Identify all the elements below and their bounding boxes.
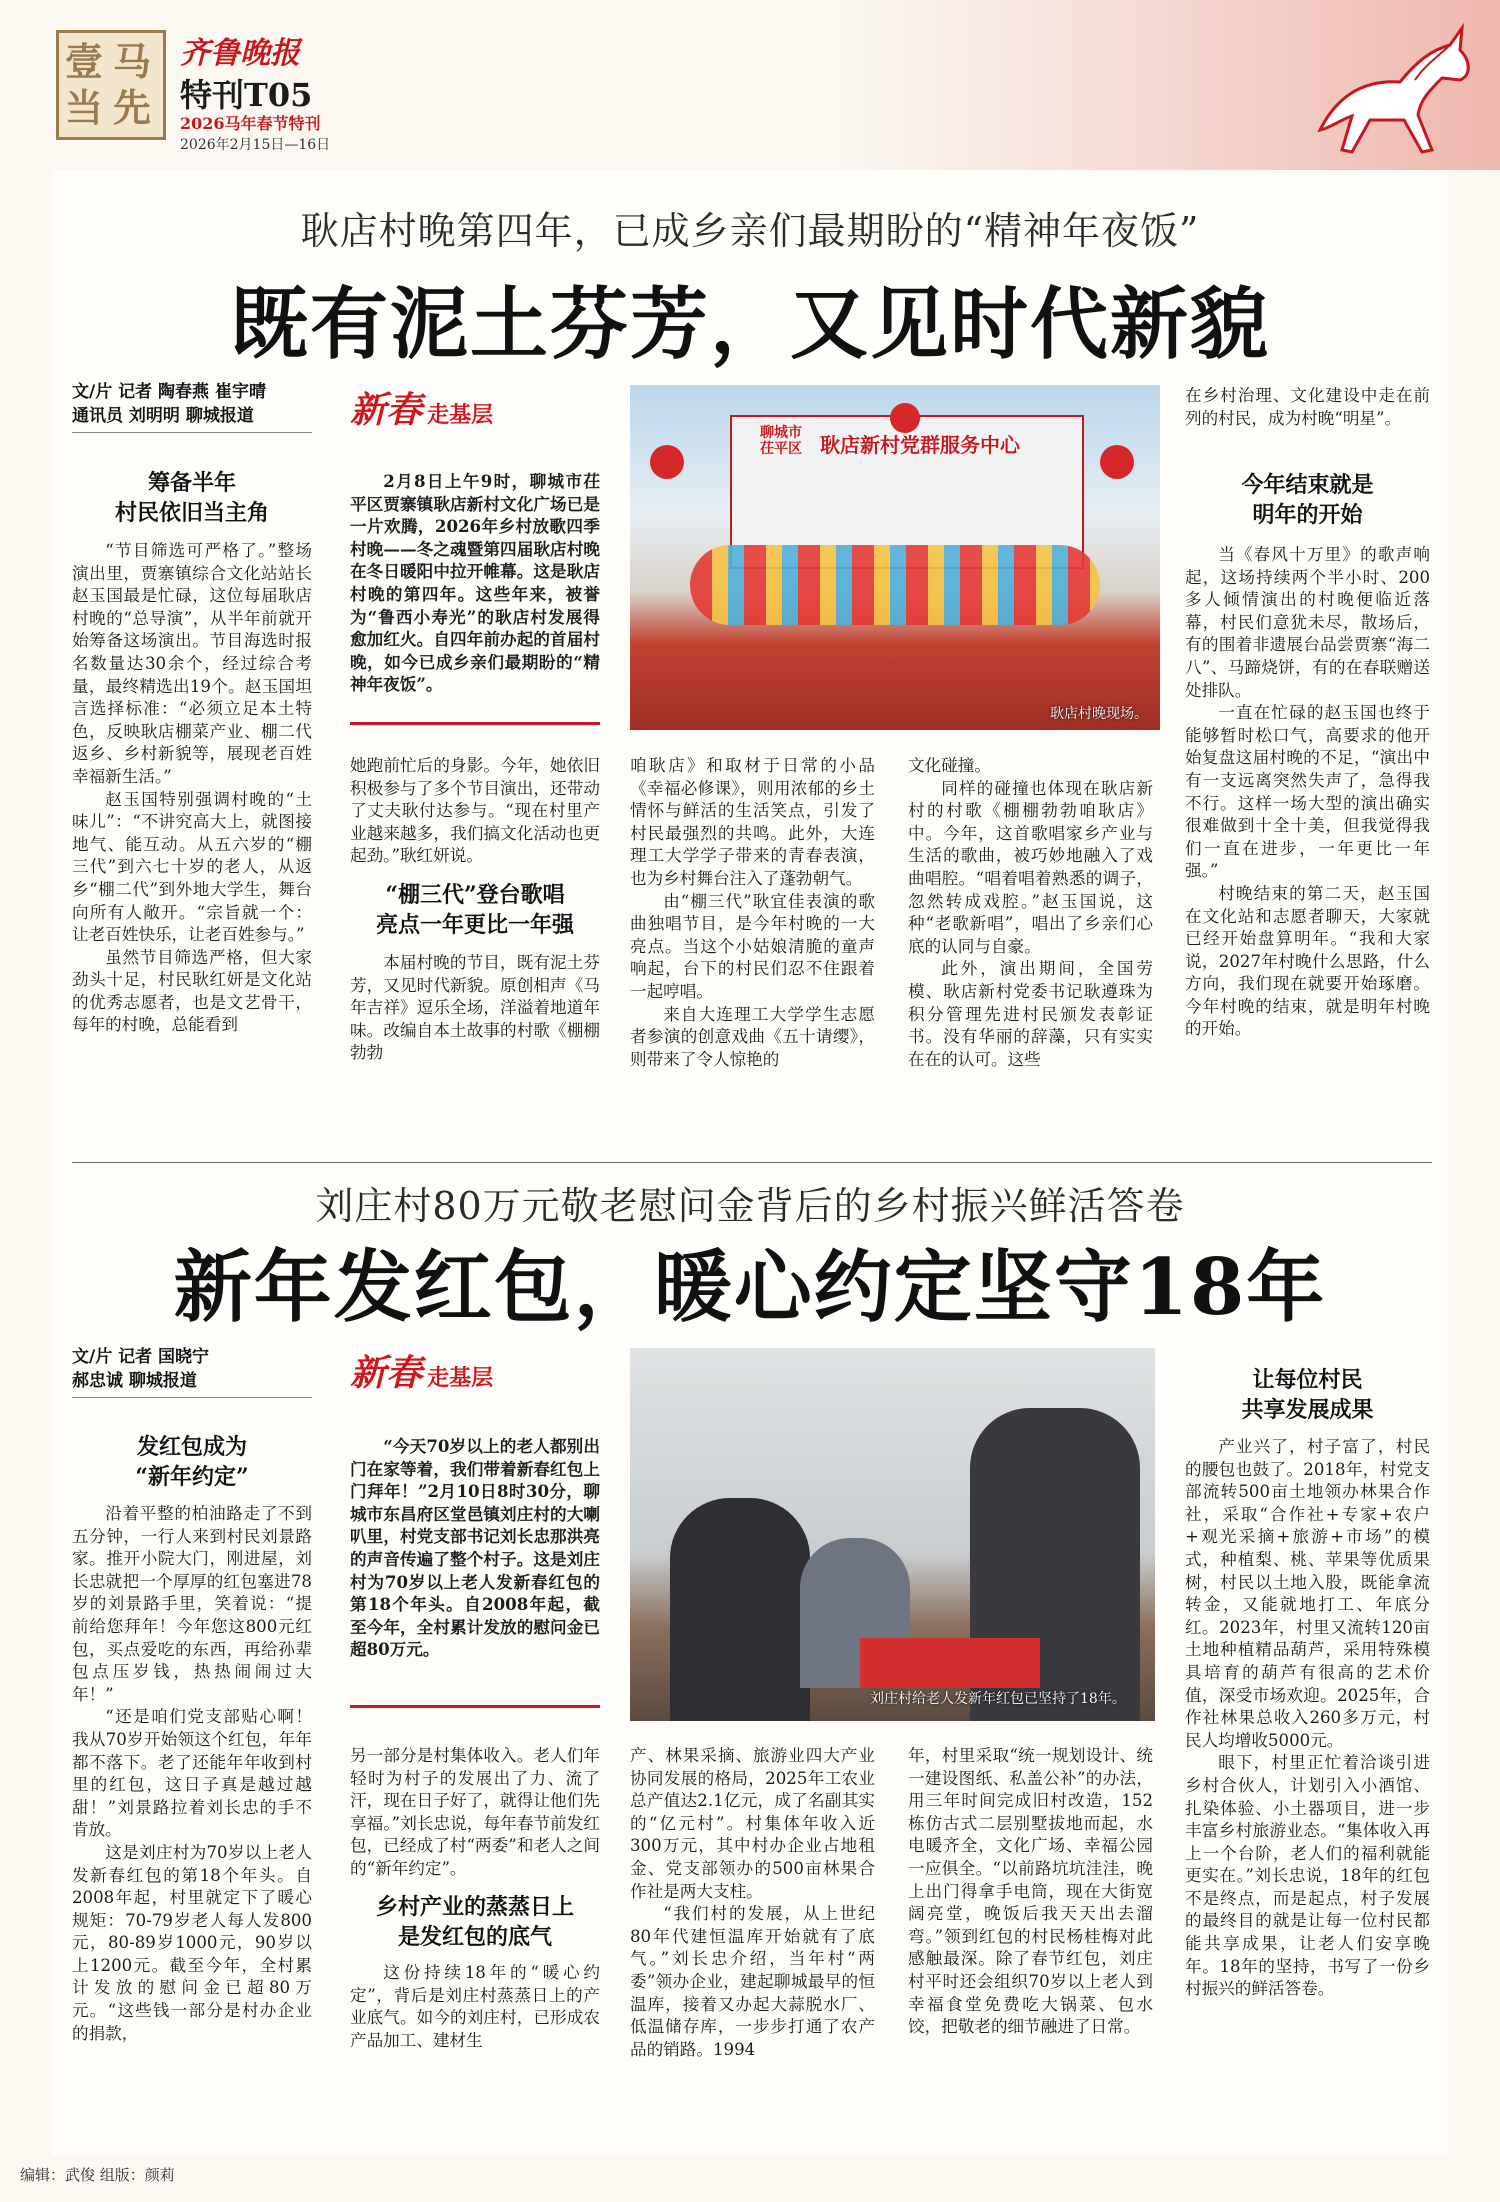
story2-column-4 [908, 1745, 1153, 2145]
paragraph: 眼下，村里正忙着洽谈引进乡村合伙人，计划引入小酒馆、扎染体验、小土器项目，进一步丰富乡村旅游业态。“集体收入再上一个台阶，老人们的福利就能更实在。”刘长忠说，18年的红包不是终点，而是起点，村子发展的最终目的就是让每一位村民都能共享成果，让老人们安享晚年。18年的坚持，书写了一份乡村振兴的鲜活答卷。 [1185, 1753, 1430, 1999]
story1-column-2a [350, 755, 600, 865]
paragraph: “还是咱们党支部贴心啊！我从70岁开始领这个红包，年年都不落下。老了还能年年收到村里的红包，这日子真是越过越甜！”刘景路拉着刘长忠的手不肯放。 [72, 1707, 312, 1840]
subhead-line: 今年结束就是 [1241, 472, 1374, 498]
subhead-line: 是发红包的底气 [397, 1924, 552, 1950]
logo-sub: 走基层 [427, 402, 494, 428]
paragraph: 另一部分是村集体收入。老人们年轻时为村子的发展出了力、流了汗，现在日子好了，就得让他们先享福。”刘长忠说，每年春节前发红包，已经成了村“两委”和老人之间的“新年约定”。 [350, 1746, 600, 1878]
story1-kicker: 耿店村晚第四年，已成乡亲们最期盼的“精神年夜饭” [300, 209, 1200, 253]
dancers-performing [690, 545, 1100, 625]
paragraph: 此外，演出期间，全国劳模、耿店新村党委书记耿遵珠为积分管理先进村民颁发表彰证书。没有华丽的辞藻，只有实实在在的认可。这些 [908, 959, 1153, 1069]
paragraph: 产、林果采摘、旅游业四大产业协同发展的格局，2025年工农业总产值达2.1亿元，成了名副其实的“亿元村”。村集体年收入近300万元，其中村办企业占地租金、党支部领办的500亩林果合作社是两大支柱。 [630, 1746, 875, 1901]
page-footer [0, 2155, 1500, 2202]
red-lantern-icon [890, 403, 920, 433]
paragraph: 由“棚三代”耿宜佳表演的歌曲独唱节目，是今年村晚的一大亮点。当这个小姑娘清脆的童声响起，台下的村民们忍不住跟着一起哼唱。 [630, 891, 875, 1001]
paragraph: 赵玉国特别强调村晚的“土味儿”：“不讲究高大上，就图接地气、能互动。从五六岁的“棚三代”到六七十岁的老人，从返乡“棚二代”到外地大学生，舞台向所有人敞开。“宗旨就一个：让老百姓快乐，让老百姓参与。” [72, 789, 312, 945]
photo-caption: 刘庄村给老人发新年红包已坚持了18年。 [870, 1691, 1126, 1707]
story2-kicker: 刘庄村80万元敬老慰问金背后的乡村振兴鲜活答卷 [315, 1184, 1185, 1228]
story1-lead [350, 470, 600, 725]
story2-photo [630, 1348, 1155, 1721]
subhead-line: 乡村产业的蒸蒸日上 [375, 1894, 574, 1920]
story1-subhead-2 [350, 880, 600, 940]
paragraph: 文化碰撞。 [908, 756, 991, 775]
sign-line: 茌平区 [760, 441, 802, 457]
paragraph: 村晚结束的第二天，赵玉国在文化站和志愿者聊天，大家就已经开始盘算明年。“我和大家说，2027年村晚什么思路，什么方向，我们现在就要开始琢磨。今年村晚的结束，就是明年村晚的开始。 [1185, 883, 1430, 1039]
xinchun-zoujiceng-logo [350, 1345, 600, 1415]
paragraph: 在乡村治理、文化建设中走在前列的村民，成为村晚“明星”。 [1185, 386, 1430, 428]
story1-headline: 既有泥土芬芳，又见时代新貌 [229, 279, 1270, 370]
paragraph: “节目筛选可严格了。”整场演出里，贾寨镇综合文化站站长赵玉国最是忙碌，这位每届耿店村晚的“总导演”，从半年前就开始筹备这场演出。节目海选时报名数量达30余个，经过综合考量，最终精选出19个。赵玉国坦言选择标准：“必须立足本土特色，反映耿店棚菜产业、棚二代返乡、乡村新貌等，展现老百姓幸福新生活。” [72, 541, 312, 786]
story2-column-5 [1185, 1436, 1430, 2144]
paragraph: 咱耿店》和取材于日常的小品《幸福必修课》，则用浓郁的乡土情怀与鲜活的生活笑点，引发了村民最强烈的共鸣。此外，大连理工大学学子带来的青春表演，也为乡村舞台注入了蓬勃朝气。 [630, 756, 875, 888]
story1-subhead-1 [72, 468, 312, 528]
paragraph: 沿着平整的柏油路走了不到五分钟，一行人来到村民刘景路家。推开小院大门，刚进屋，刘长忠就把一个厚厚的红包塞进78岁的刘景路手里，笑着说：“提前给您拜年！今年您这800元红包，买点爱吃的东西，再给孙辈包点压岁钱，热热闹闹过大年！” [72, 1504, 312, 1704]
horse-illustration-icon [1300, 20, 1480, 160]
red-lantern-icon [650, 445, 684, 479]
paragraph: 这份持续18年的“暖心约定”，背后是刘庄村蒸蒸日上的产业底气。如今的刘庄村，已形成农产品加工、建材生 [350, 1963, 600, 2050]
logo-main: 新春 [350, 1352, 423, 1394]
story2-column-1 [72, 1503, 312, 2143]
logo-main: 新春 [350, 389, 423, 431]
logo-sub: 走基层 [427, 1365, 494, 1391]
story2-byline [72, 1345, 312, 1398]
paragraph: 本届村晚的节目，既有泥土芬芳，又见时代新貌。原创相声《马年吉祥》逗乐全场，洋溢着地道年味。改编自本土故事的村歌《棚棚勃勃 [350, 953, 600, 1063]
lead-paragraph: “今天70岁以上的老人都别出门在家等着，我们带着新春红包上门拜年！”2月10日8时30分，聊城市东昌府区堂邑镇刘庄村的大喇叭里，村党支部书记刘长忠那洪亮的声音传遍了整个村子。这是刘庄村为70岁以上老人发新春红包的第18个年头。自2008年起，截至今年，全村累计发放的慰问金已超80万元。 [350, 1436, 600, 1660]
page-section-label: 特刊T05 [180, 76, 313, 114]
newspaper-masthead: 齐鲁晚报 [180, 36, 300, 71]
story2-subhead-1 [72, 1432, 312, 1492]
story2-subhead-2 [350, 1892, 600, 1952]
byline-line: 文/片 记者 陶春燕 崔宇晴 [72, 382, 266, 402]
story2-headline: 新年发红包，暖心约定坚守18年 [173, 1242, 1327, 1333]
subhead-line: 明年的开始 [1252, 502, 1363, 528]
red-lantern-icon [1100, 445, 1134, 479]
editor-credits: 编辑：武俊 组版：颜莉 [20, 2166, 175, 2184]
subhead-line: “棚三代”登台歌唱 [385, 882, 565, 908]
paragraph: 一直在忙碌的赵玉国也终于能够暂时松口气，高要求的他开始复盘这届村晚的不足，“演出中有一支远离突然失声了，急得我不行。这样一场大型的演出确实很难做到十全十美，但我觉得我们一直在进步，一年更比一年强。” [1185, 703, 1430, 881]
paragraph: 这是刘庄村为70岁以上老人发新春红包的第18个年头。自2008年起，村里就定下了暖心规矩：70-79岁老人每人发800元，80-89岁1000元，90岁以上1200元。截至今年，全村累计发放的慰问金已超80万元。“这些钱一部分是村办企业的捐款， [72, 1842, 312, 2043]
building-sign-small [760, 425, 802, 457]
badge-char: 马 [113, 39, 152, 84]
paragraph: 她跑前忙后的身影。今年，她依旧积极参与了多个节目演出，还带动了丈夫耿付达参与。“现在村里产业越来越多，我们搞文化活动也更起劲。”耿红妍说。 [350, 756, 600, 865]
paragraph: 产业兴了，村子富了，村民的腰包也鼓了。2018年，村党支部流转500亩土地领办林果合作社，采取“合作社+专家+农户+观光采摘+旅游+市场”的模式，种植梨、桃、苹果等优质果树，村民以土地入股，既能拿流转金，又能就地打工、年底分红。2023年，村里又流转120亩土地种植精品葫芦，采用特殊模具培育的葫芦有很高的艺术价值，深受市场欢迎。2025年，合作社林果总收入260多万元，村民人均增收5000元。 [1185, 1437, 1430, 1750]
issue-date: 2026年2月15日—16日 [180, 137, 331, 153]
paragraph: 来自大连理工大学学生志愿者参演的创意戏曲《五十请缨》，则带来了令人惊艳的 [630, 1004, 875, 1069]
story2-lead [350, 1435, 600, 1708]
subhead-line: “新年约定” [135, 1464, 249, 1490]
subhead-line: 亮点一年更比一年强 [375, 912, 574, 938]
person-back [670, 1498, 810, 1721]
story1-column-5b [1185, 544, 1430, 1156]
paragraph: 年，村里采取“统一规划设计、统一建设图纸、私盖公补”的办法，用三年时间完成旧村改造，152栋仿古式二层别墅拔地而起，水电暖齐全，文化广场、幸福公园一应俱全。“以前路坑坑洼洼，晚上出门得拿手电筒，现在大街宽阔亮堂，晚饭后我天天出去溜弯。”领到红包的村民杨桂梅对此感触最深。除了春节红包，刘庄村平时还会组织70岁以上老人到幸福食堂免费吃大锅菜、包水饺，把敬老的细节融进了日常。 [908, 1746, 1153, 2037]
paragraph: 虽然节目筛选严格，但大家劲头十足，村民耿红妍是文化站的优秀志愿者，也是文艺骨干，每年的村晚，总能看到 [72, 947, 312, 1035]
story1-column-4 [908, 755, 1153, 1155]
subhead-line: 村民依旧当主角 [114, 500, 269, 526]
sign-line: 聊城市 [760, 425, 802, 441]
story2-column-2b [350, 1962, 600, 2142]
subhead-line: 让每位村民 [1252, 1367, 1363, 1393]
horse-year-badge [56, 30, 166, 140]
paragraph: 同样的碰撞也体现在耿店新村的村歌《棚棚勃勃咱耿店》中。今年，这首歌唱家乡产业与生活的歌曲，被巧妙地融入了戏曲唱腔。“唱着唱着熟悉的调子，忽然转成戏腔。”赵玉国说，这种“老歌新唱”，唱出了乡亲们心底的认同与自豪。 [908, 778, 1153, 956]
byline-line: 郝忠诚 聊城报道 [72, 1371, 197, 1391]
issue-title: 2026马年春节特刊 [180, 114, 321, 133]
photo-caption: 耿店村晚现场。 [1050, 706, 1148, 722]
story1-column-1 [72, 540, 312, 1150]
story1-subhead-3 [1185, 470, 1430, 530]
paragraph: 当《春风十万里》的歌声响起，这场持续两个半小时、200多人倾情演出的村晚便临近落幕，村民们意犹未尽，散场后，有的围着非遗展台品尝贾寨“海二八”、马蹄烧饼，有的在春联赠送处排队。 [1185, 545, 1430, 700]
story1-byline [72, 380, 312, 433]
xinchun-zoujiceng-logo [350, 382, 600, 452]
subhead-line: 发红包成为 [136, 1434, 247, 1460]
red-envelopes [860, 1638, 1040, 1688]
paragraph: “我们村的发展，从上世纪80年代建恒温库开始就有了底气。”刘长忠介绍，当年村“两委”领办企业，建起聊城最早的恒温库，接着又办起大蒜脱水厂、低温储存库，一步步打通了农产品的销路。1994 [630, 1904, 875, 2059]
lead-paragraph: 2月8日上午9时，聊城市茌平区贾寨镇耿店新村文化广场已是一片欢腾，2026年乡村放歌四季村晚——冬之魂暨第四届耿店村晚在冬日暖阳中拉开帷幕。这是耿店村晚的第四年。这些年来，被誉为“鲁西小寿光”的耿店村发展得愈加红火。自四年前办起的首届村晚，如今已成乡亲们最期盼的“精神年夜饭”。 [350, 471, 600, 695]
story1-column-3 [630, 755, 875, 1155]
story1-column-2b [350, 952, 600, 1152]
building-sign: 耿店新村党群服务中心 [820, 433, 1020, 457]
section-divider [72, 1162, 1432, 1163]
subhead-line: 筹备半年 [147, 470, 236, 496]
story2-subhead-3 [1185, 1365, 1430, 1425]
badge-char: 先 [113, 85, 152, 130]
story1-photo [630, 385, 1160, 730]
story2-column-2a [350, 1745, 600, 1885]
badge-char: 壹 [65, 39, 104, 84]
badge-char: 当 [65, 85, 104, 130]
byline-line: 文/片 记者 国晓宁 [72, 1347, 210, 1367]
subhead-line: 共享发展成果 [1241, 1397, 1374, 1423]
story2-column-3 [630, 1745, 875, 2145]
byline-line: 通讯员 刘明明 聊城报道 [72, 406, 254, 426]
story1-column-5a [1185, 385, 1430, 455]
